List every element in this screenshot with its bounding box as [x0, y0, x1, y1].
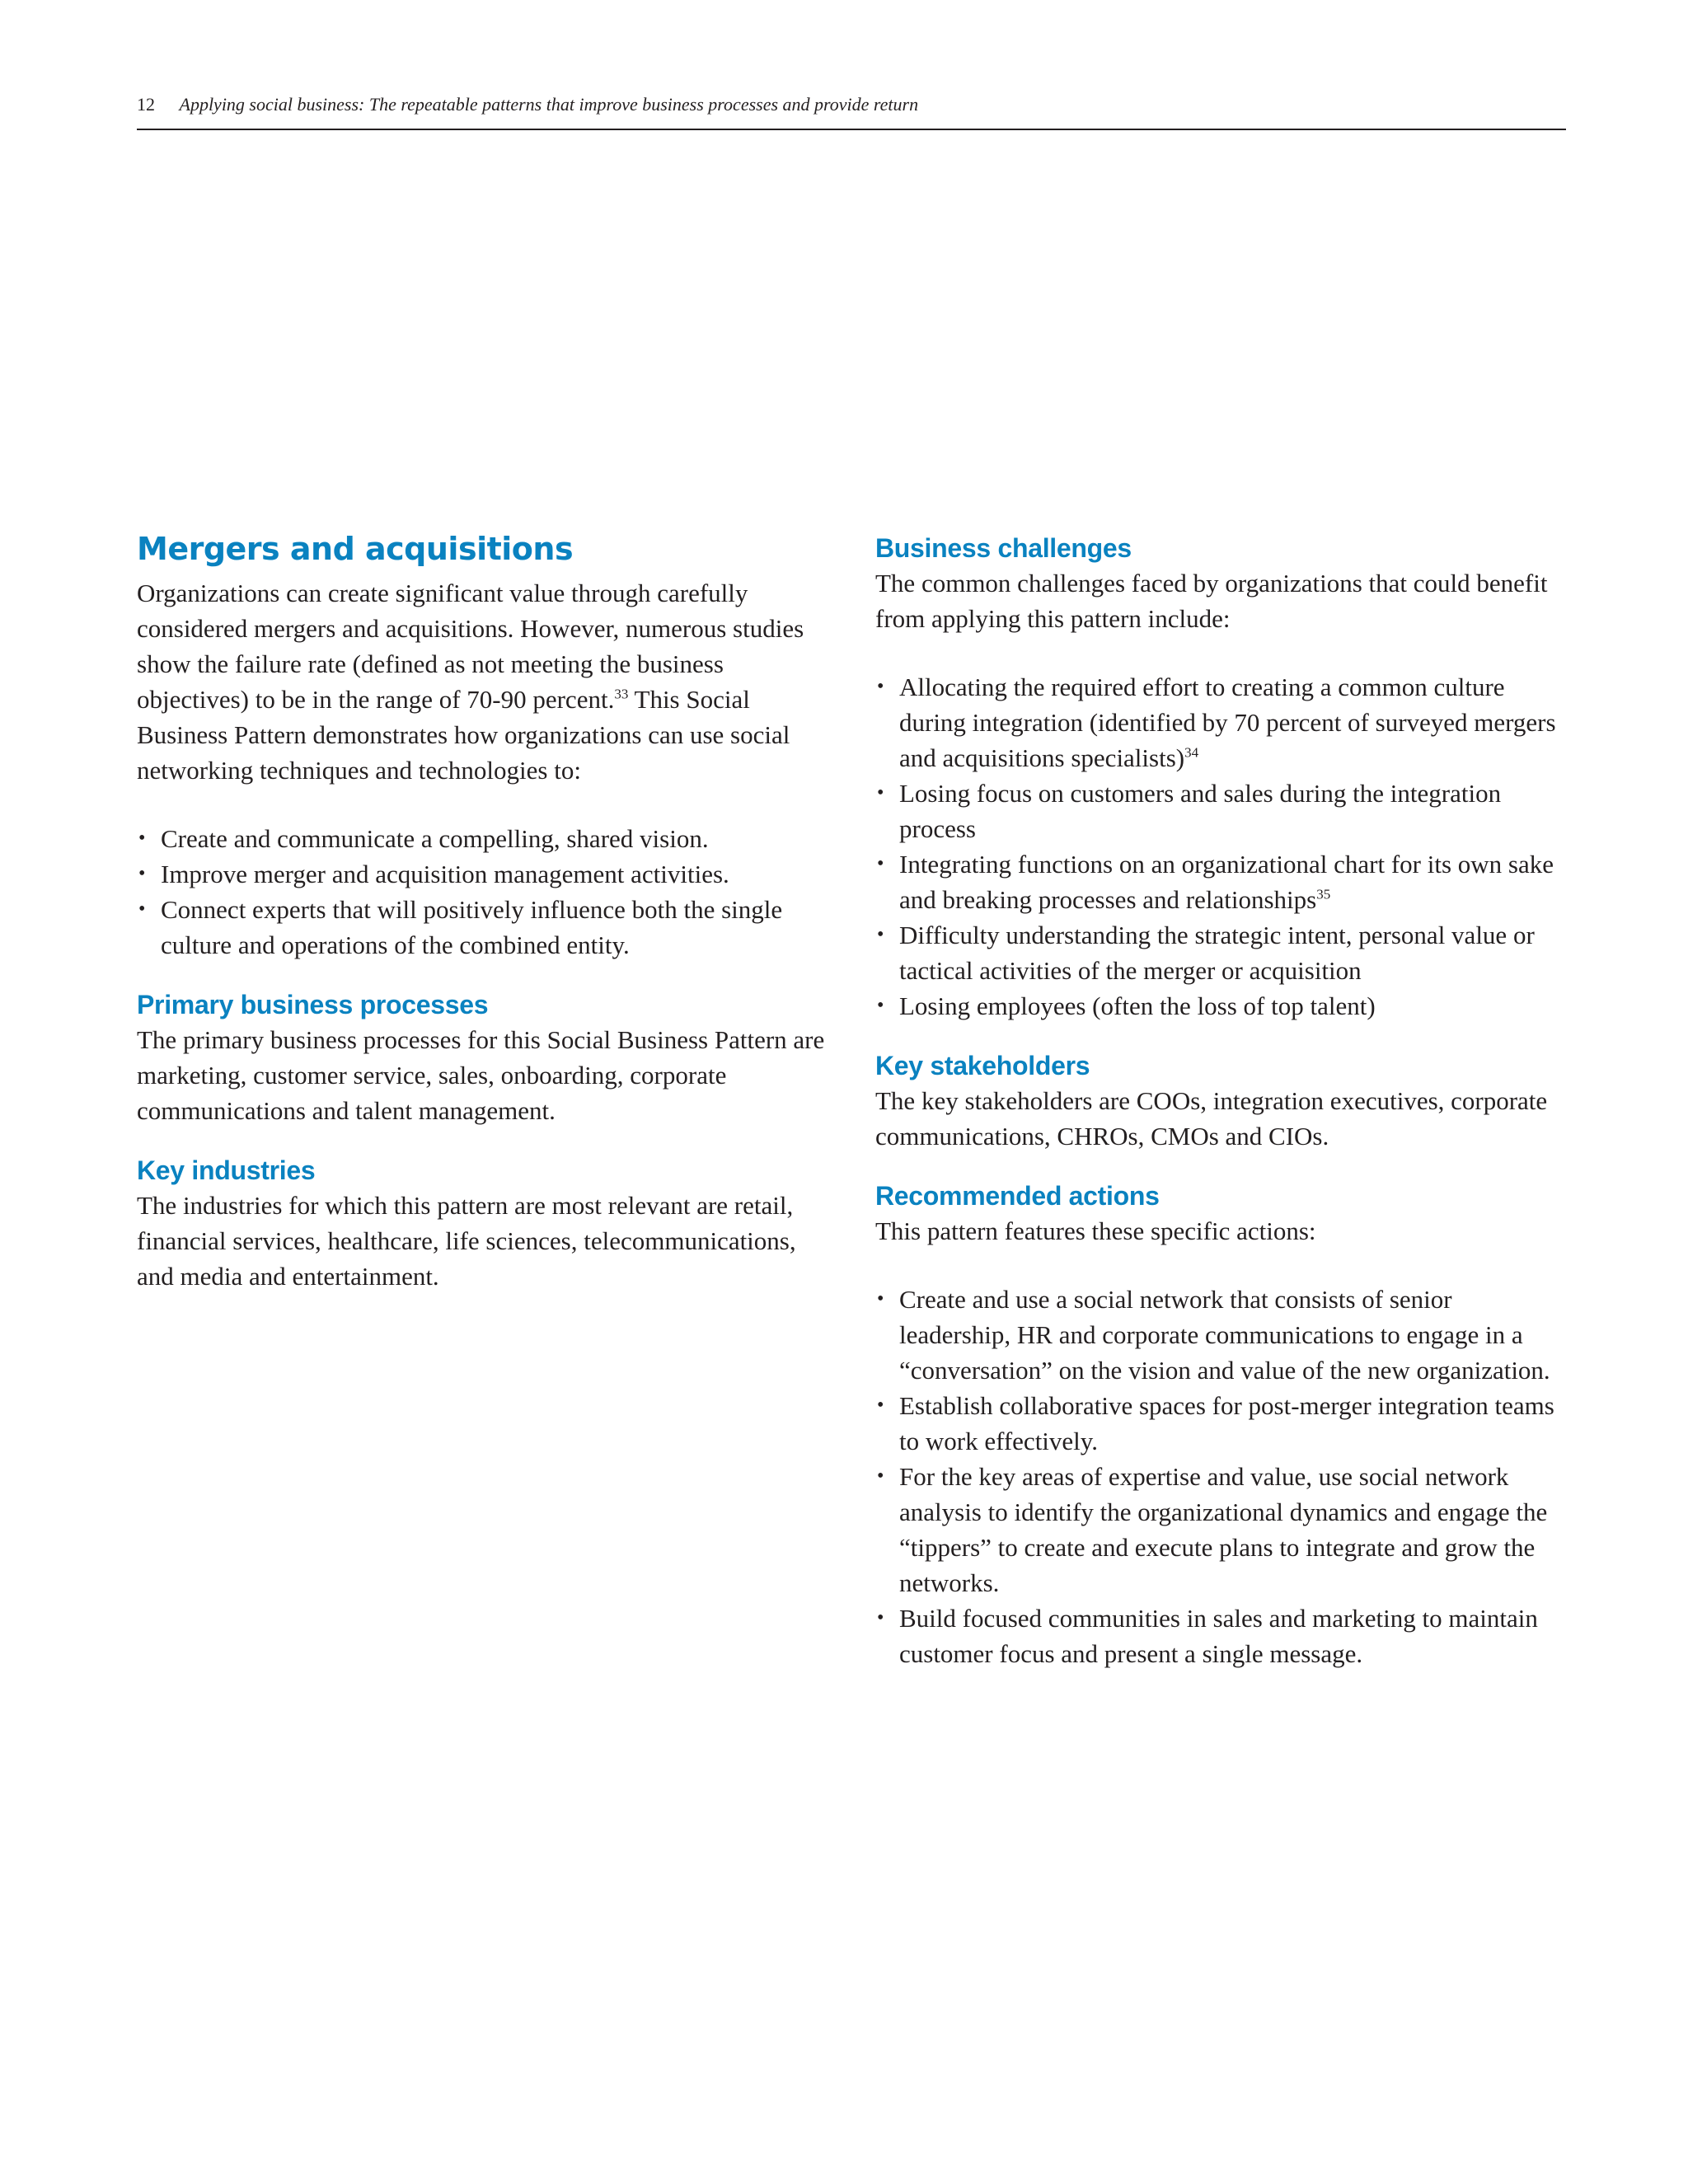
- list-item: [875, 917, 1568, 988]
- intro-text: Organizations can create significant value through carefully considered mergers and acquisitions. However, numerous studies show the failure rate (defined as not meeting the business objectives) to be in the range of 70-90 percent.: [137, 579, 804, 714]
- challenge-text: Losing employees (often the loss of top talent): [899, 991, 1376, 1020]
- list-item: • For the key areas of expertise and value, use social network analysis to identify the organizational dynamics and engage the “tippers” to create and execute plans to integrate and grow the networks.: [875, 1459, 1568, 1601]
- left-column: [137, 527, 837, 1294]
- list-item: [875, 846, 1568, 917]
- key-stakeholders-text: The key stakeholders are COOs, integration executives, corporate communications, CHROs, CMOs and CIOs.: [875, 1086, 1548, 1151]
- list-item: • Build focused communities in sales and marketing to maintain customer focus and present a single message.: [875, 1601, 1568, 1671]
- page-number: 12: [137, 94, 155, 115]
- intro-paragraph: [137, 575, 837, 788]
- challenges-list: [875, 669, 1568, 1024]
- challenge-text: Allocating the required effort to creating a common culture during integration (identified by 70 percent of surveyed mergers and acquisitions specialists): [899, 673, 1556, 772]
- list-item: • Establish collaborative spaces for post-merger integration teams to work effectively.: [875, 1388, 1568, 1459]
- key-industries-heading: Key industries: [137, 1155, 316, 1185]
- challenge-text: Integrating functions on an organizational chart for its own sake and breaking processes and relationships: [899, 850, 1554, 914]
- recommended-actions-heading: Recommended actions: [875, 1181, 1160, 1211]
- business-challenges-intro: The common challenges faced by organizations that could benefit from applying this pattern include:: [875, 569, 1548, 633]
- page-title: Mergers and acquisitions: [137, 531, 574, 567]
- key-stakeholders-heading: Key stakeholders: [875, 1051, 1090, 1080]
- intro-bullet-list: [137, 821, 837, 963]
- challenge-text: Losing focus on customers and sales during the integration process: [899, 779, 1502, 843]
- primary-processes-text: The primary business processes for this Social Business Pattern are marketing, customer service, sales, onboarding, corporate communications and talent management.: [137, 1025, 825, 1125]
- running-header: [137, 92, 1566, 130]
- list-item: • Improve merger and acquisition management activities.: [137, 856, 837, 892]
- recommended-actions-intro: This pattern features these specific actions:: [875, 1216, 1316, 1245]
- primary-processes-heading: Primary business processes: [137, 990, 489, 1019]
- actions-list: [875, 1282, 1568, 1671]
- business-challenges-heading: Business challenges: [875, 533, 1132, 563]
- list-item: • Create and use a social network that consists of senior leadership, HR and corporate communications to engage in a “conversation” on the vision and value of the new organization.: [875, 1282, 1568, 1388]
- running-title: Applying social business: The repeatable patterns that improve business processes and provide return: [179, 94, 919, 115]
- footnote-ref: 33: [614, 686, 629, 702]
- intro-text-continued: This Social Business Pattern demonstrates how organizations can use social networking techniques and technologies to:: [137, 685, 790, 785]
- right-column: [875, 527, 1568, 1671]
- list-item: [875, 669, 1568, 776]
- list-item: [875, 776, 1568, 846]
- challenge-text: Difficulty understanding the strategic intent, personal value or tactical activities of the merger or acquisition: [899, 921, 1535, 985]
- footnote-ref: 35: [1316, 886, 1331, 902]
- list-item: • Create and communicate a compelling, shared vision.: [137, 821, 837, 856]
- key-industries-text: The industries for which this pattern are most relevant are retail, financial services, healthcare, life sciences, telecommunications, and media and entertainment.: [137, 1191, 796, 1291]
- list-item: [875, 988, 1568, 1024]
- footnote-ref: 34: [1184, 744, 1199, 761]
- list-item: • Connect experts that will positively influence both the single culture and operations of the combined entity.: [137, 892, 837, 963]
